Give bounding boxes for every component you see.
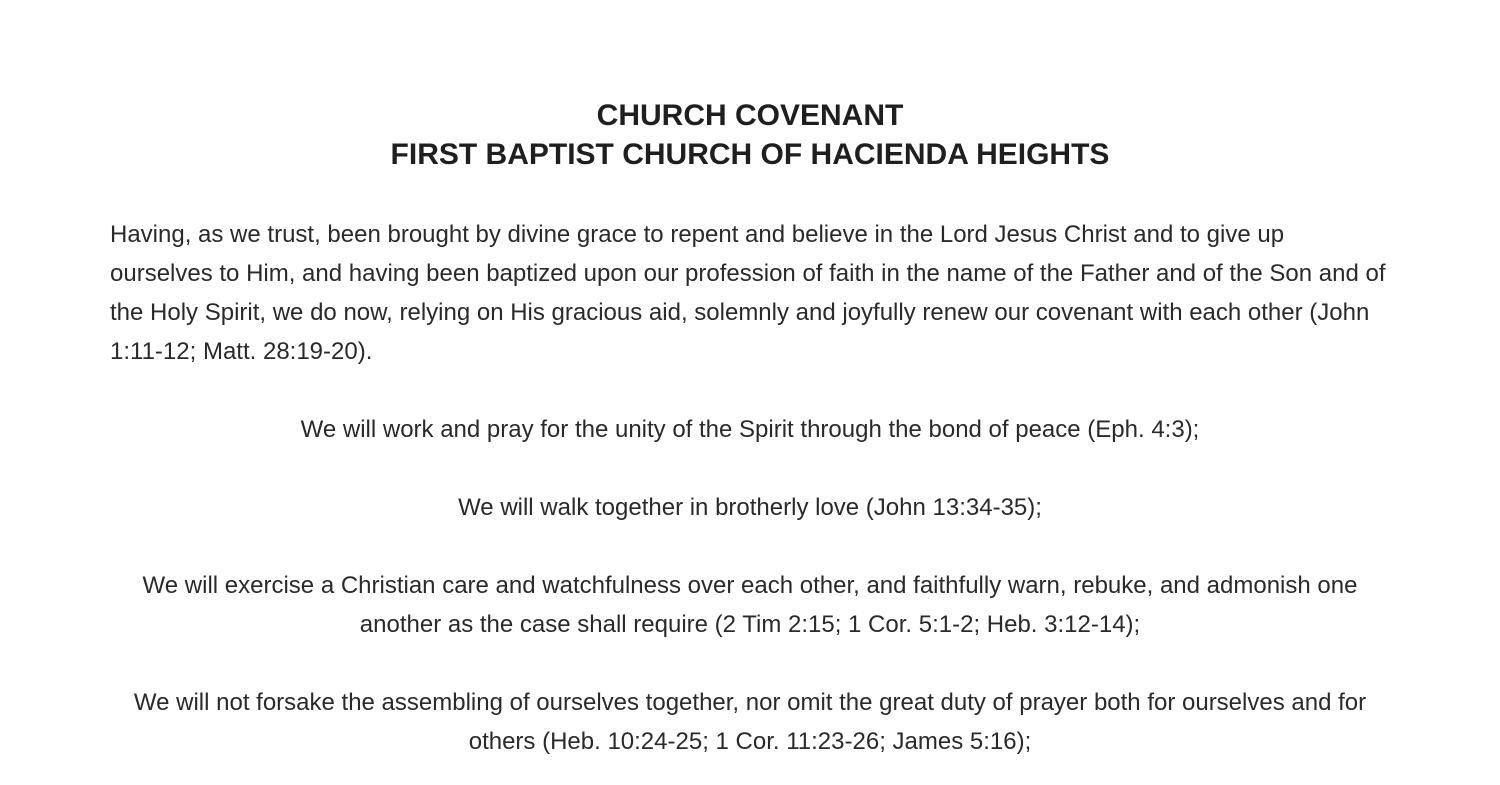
covenant-paragraph-brotherly-love: We will walk together in brotherly love (John 13:34-35); (458, 494, 1042, 521)
covenant-paragraph-assembling: We will not forsake the assembling of ourselves together, nor omit the great duty of prayer both for ourselves and for others (Heb. 10:24-25; 1 Cor. 11:23-26; James 5:16); (133, 689, 1367, 755)
title-church-name: FIRST BAPTIST CHURCH OF HACIENDA HEIGHTS (390, 138, 1110, 171)
covenant-document (110, 96, 1390, 761)
covenant-paragraph-watchfulness: We will exercise a Christian care and watchfulness over each other, and faithfully warn, rebuke, and admonish one another as the case shall require (2 Tim 2:15; 1 Cor. 5:1-2; Heb. 3:12-14); (142, 572, 1358, 638)
covenant-intro-paragraph: Having, as we trust, been brought by divine grace to repent and believe in the Lord Jesus Christ and to give up ourselves to Him, and having been baptized upon our profession of faith in the name of the Father and of the Son and of the Holy Spirit, we do now, relying on His gracious aid, solemnly and joyfully renew our covenant with each other (John 1:11-12; Matt. 28:19-20). (110, 221, 1386, 365)
title-church-covenant: CHURCH COVENANT (596, 99, 904, 132)
covenant-paragraph-unity: We will work and pray for the unity of the Spirit through the bond of peace (Eph. 4:3); (300, 416, 1200, 443)
document-title (110, 96, 1390, 174)
